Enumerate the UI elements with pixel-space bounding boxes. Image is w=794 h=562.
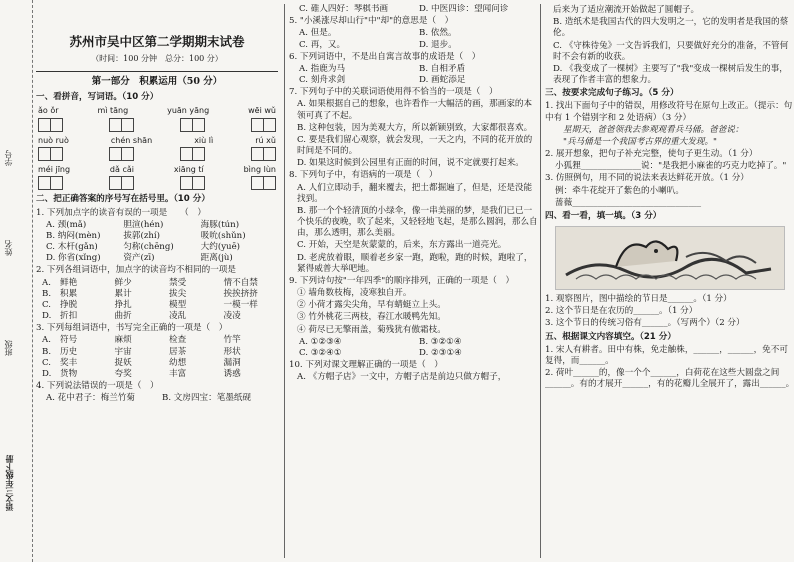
question-5-options: A. 但是。 B. 依然。 C. 再，又。 D. 退步。 xyxy=(299,28,457,50)
section-4-heading: 四、看一看，填一填。（3 分） xyxy=(545,210,662,221)
question-10-option-a-cont: 后来为了适应潮流开始做起了圆帽子。 xyxy=(553,5,700,15)
page-title: 苏州市吴中区第二学期期末试卷 xyxy=(69,34,245,49)
section-4-question-3[interactable]: 3. 这个节日的传统习俗有______。（写两个）（2 分） xyxy=(545,318,745,329)
pinyin-row-1: ǎo ǒr mì tāng yuān yāng wēi wǔ xyxy=(38,106,276,116)
poem-line-3: ③ 竹外桃花三两枝，春江水暖鸭先知。 xyxy=(297,312,446,323)
question-5: 5. "小溪涨尽却山行"中"却"的意思是（ ） xyxy=(289,16,454,27)
divider xyxy=(36,71,278,72)
section-5-question-1[interactable]: 1. 宋人有耕者。田中有株，免走触株，______，______，免不可复得，而______。 xyxy=(545,344,788,366)
question-9: 9. 下列诗句按"一年四季"的顺序排列，正确的一项是（ ） xyxy=(289,275,515,286)
pinyin-row-3: méi jīng dǎ cǎi xiāng tí bìng lùn xyxy=(38,164,276,174)
part-heading: 第一部分 积累运用（50 分） xyxy=(91,75,223,87)
pinyin-row-2: nuò ruò chén shān xiù lì rú xǔ xyxy=(38,135,276,145)
answer-boxes-1[interactable] xyxy=(38,118,276,132)
column-3 xyxy=(540,4,794,558)
section-3-question-3-blank[interactable]: 蔷薇______________________________ xyxy=(555,197,702,208)
section-5-heading: 五、根据课文内容填空。（21 分） xyxy=(545,331,676,342)
question-8-option-d: D. 老虎放着眼，顺着老乡家一跑，跑啦，跑的时候，跑啦了，紧得威普大举吧地。 xyxy=(297,252,533,274)
exam-info: （时间：100 分钟 总分：100 分） xyxy=(91,54,223,64)
class-label: 班级 xyxy=(4,340,13,356)
question-10-option-b: B. 造纸术是我国古代的四大发明之一，它的发明者是我国的蔡伦。 xyxy=(553,17,789,39)
question-10: 10. 下列对课文理解正确的一项是（ ） xyxy=(289,360,443,371)
section-2-heading: 二、把正确答案的序号写在括号里。（10 分） xyxy=(36,194,210,205)
question-3-options: A. 符号 麻烦 检查 竹竿 B. 历史 宇宙 居茶 形状 C. 奖丰 捉妖 幼想 漏洞 D. 货物 夸奖 丰富 诱惑 xyxy=(42,335,241,379)
section-5-question-2[interactable]: 2. 荷叶______的，像一个个______，白荷花在这些大圆盘之间______。有的才展开______，有的花瓣儿全展开了，露出______。 xyxy=(545,368,794,390)
section-3-question-1: 1. 找出下面句子中的错误，用修改符号在原句上改正。（提示：句中有 1 个错别字和 2 处语病）（3 分） xyxy=(545,101,793,123)
question-7-option-a: A. 如果根据自己的想象，也许看作一大幅活的画，那画家的本领可真了不起。 xyxy=(297,99,533,121)
question-10-option-c: C. 《守株待兔》一文告诉我们，只要做好充分的准备，不管何时不会有新的收获。 xyxy=(553,40,789,62)
question-8-option-a: A. 人们立即动手，翻来覆去，把土都掘遍了，但是，还是没能找到。 xyxy=(297,182,533,204)
question-10-option-d: D. 《我变成了一棵树》主要写了"我"变成一棵树后发生的事，表现了作者丰富的想象力。 xyxy=(553,63,788,86)
column-2 xyxy=(284,4,539,558)
question-3: 3. 下列每组词语中，书写完全正确的一项是（ ） xyxy=(36,323,228,334)
handwritten-sentence-2: "兵马俑是一个我国考古界的重大发现。" xyxy=(563,136,718,147)
grade-label: 语文三年级下册 xyxy=(4,455,14,511)
section-1-heading: 一、看拼音，写词语。（10 分） xyxy=(36,91,159,102)
question-1: 1. 下列加点字的读音有误的一项是 （ ） xyxy=(36,207,206,218)
question-8: 8. 下列句子中，有语病的一项是（ ） xyxy=(289,170,438,181)
name-label: 姓名 xyxy=(4,240,13,256)
section-3-question-2: 2. 展开想象，把句子补充完整，使句子更生动。（1 分） xyxy=(545,149,758,160)
question-4-options-cont: C. 碓人四好：琴棋书画 D. 中医四诊：望闻问诊 xyxy=(299,4,509,14)
section-3-heading: 三、按要求完成句子练习。（5 分） xyxy=(545,88,679,99)
binding-margin xyxy=(0,0,33,562)
question-4: 4. 下列说法错误的一项是（ ） xyxy=(36,381,159,392)
student-id-label: 学号 xyxy=(4,150,13,166)
section-3-question-3: 3. 仿照例句，用不同的说法来表达鲜花开放。（1 分） xyxy=(545,173,749,184)
poem-line-4: ④ 荷尽已无擎雨盖，菊残犹有傲霜枝。 xyxy=(297,324,446,335)
question-4-options: A. 花中君子：梅兰竹菊 B. 文房四宝：笔墨纸砚 xyxy=(46,393,252,404)
dragon-boat-image xyxy=(555,226,785,290)
question-6-options: A. 指鹿为马 B. 自相矛盾 C. 刻舟求剑 D. 画蛇添足 xyxy=(299,63,466,86)
section-3-example: 例：牵牛花绽开了紫色的小喇叭。 xyxy=(555,185,684,196)
section-3-question-2-blank[interactable]: 小狐狸______________说："是我把小麻雀的巧克力吃掉了。" xyxy=(555,161,787,172)
answer-boxes-2[interactable] xyxy=(38,147,276,161)
answer-boxes-3[interactable] xyxy=(38,176,276,190)
section-4-question-1[interactable]: 1. 观察图片，图中描绘的节日是______。（1 分） xyxy=(545,294,732,305)
question-7-option-b: B. 这种包装，因为美观大方，所以新颖别致，大家都很喜欢。 xyxy=(297,122,533,133)
question-7-option-d: D. 如果这时候到公园里有正面的时间，说不定就要打起来。 xyxy=(297,158,524,169)
handwritten-sentence-1: 星期天，爸爸领我去参观观看兵马俑。爸爸说： xyxy=(563,124,744,135)
question-2-options: A. 鲜艳 鲜少 禁受 情不自禁 B. 积累 累计 拔尖 挨挨挤挤 C. 挣脱 挣扎 模型 一模一样 D. 折扣 曲折 凌乱 凌凌 xyxy=(42,277,258,322)
section-4-question-2[interactable]: 2. 这个节日是在农历的______。（1 分） xyxy=(545,306,698,317)
poem-line-2: ② 小荷才露尖尖角，早有蜻蜓立上头。 xyxy=(297,300,446,311)
question-10-option-a: A. 《方帽子店》一文中，方帽子店是前边只做方帽子， xyxy=(297,372,507,383)
column-1 xyxy=(36,4,278,558)
question-9-options: A. ①②③④ B. ③②①④ C. ③②④① D. ②③①④ xyxy=(299,336,462,358)
question-6: 6. 下列词语中，不是出自寓言故事的成语是（ ） xyxy=(289,51,481,62)
question-8-option-c: C. 开始，天空是灰蒙蒙的，后来，东方露出一道亮光。 xyxy=(297,240,507,251)
question-1-options: A. 颈(mǎ) 胆渲(hén) 海豚(tún) B. 纳闷(mèn) 拔郭(zhí) 吸吮(shǔn) C. 木杆(gǎn) 匀称(chēng) 大约(yuē) D. 你省(xǐng) 资产(zī) 距离(jù) xyxy=(46,219,246,264)
question-8-option-b: B. 那一个个轻清顶的小绿伞，像一串美丽的梦，是我们已已一个快乐的夜晚，吹了起来，又轻轻地飞起，是那么圆润，那么自由，那么透明，那么美丽。 xyxy=(297,205,538,239)
question-7-option-c: C. 要是我们留心观察，就会发现，一天之内，不同的花开放的时间是不同的。 xyxy=(297,134,533,157)
question-7: 7. 下列句子中的关联词语使用得不恰当的一项是（ ） xyxy=(289,87,498,98)
poem-line-1: ① 墙角数枝梅，凌寒独自开。 xyxy=(297,288,412,299)
question-2: 2. 下列各组词语中，加点字的读音均不相同的一项是 xyxy=(36,265,236,276)
